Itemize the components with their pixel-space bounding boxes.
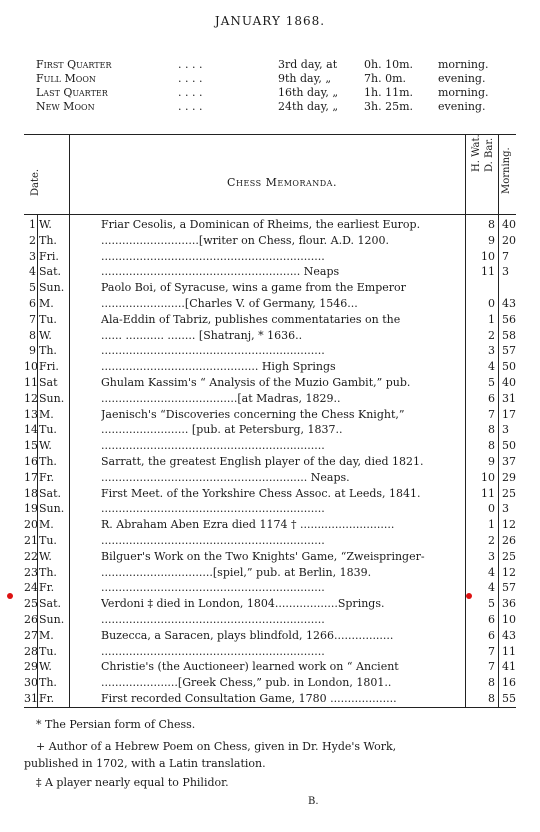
row-memorandum: ................................................................ — [101, 502, 325, 516]
table-bottom-rule — [24, 707, 516, 708]
moon-phase-time: 7h. 0m. — [364, 72, 407, 85]
row-weekday: W. — [39, 660, 52, 674]
row-hour: 8 — [488, 423, 495, 437]
table-row — [24, 469, 516, 485]
row-date: 15 — [24, 439, 38, 453]
row-date: 19 — [24, 502, 38, 516]
row-hour: 9 — [488, 455, 495, 468]
footnote-hebrew-line1: + Author of a Hebrew Poem on Chess, given in Dr. Hyde's Work, — [36, 740, 397, 753]
row-weekday: Sun. — [39, 391, 65, 405]
row-memorandum: Bilguer's Work on the Two Knights' Game, “Zweispringer- — [101, 549, 425, 563]
row-minute: 43 — [502, 297, 516, 310]
row-hour: 4 — [488, 565, 495, 579]
table-row — [24, 406, 516, 422]
row-memorandum: ................................[spiel,” pub. at Berlin, 1839. — [101, 565, 372, 579]
row-memorandum: ........................[Charles V. of Germany, 1546... — [101, 297, 358, 310]
row-hour: 8 — [488, 439, 495, 453]
table-row — [24, 595, 516, 611]
row-hour: 4 — [488, 581, 495, 595]
row-hour: 1 — [488, 312, 495, 326]
row-memorandum: First recorded Consultation Game, 1780 ................... — [101, 692, 397, 705]
table-row — [24, 358, 516, 374]
row-minute: 57 — [502, 344, 516, 358]
table-row — [24, 658, 516, 674]
row-hour: 8 — [488, 218, 495, 231]
row-date: 13 — [24, 407, 38, 421]
row-hour: 5 — [488, 597, 495, 611]
row-memorandum: ......................[Greek Chess,” pub. in London, 1801.. — [101, 676, 392, 690]
table-row — [24, 579, 516, 595]
row-minute: 25 — [502, 486, 516, 500]
date-header: Date. — [30, 168, 41, 196]
row-date: 26 — [24, 613, 38, 626]
row-memorandum: Jaenisch's “Discoveries concerning the Chess Knight,” — [101, 407, 405, 421]
row-date: 17 — [24, 470, 38, 484]
table-row — [24, 564, 516, 580]
row-date: 8 — [29, 328, 36, 342]
moon-phase-ampm: evening. — [438, 100, 486, 113]
moon-phase-row — [36, 86, 506, 99]
row-hour: 0 — [488, 297, 495, 310]
row-minute: 40 — [502, 218, 516, 231]
row-hour: 3 — [488, 344, 495, 358]
row-memorandum: ................................................................ — [101, 613, 325, 626]
row-weekday: Fr. — [39, 692, 55, 705]
row-hour: 7 — [488, 660, 495, 674]
row-hour: 8 — [488, 676, 495, 690]
table-row — [24, 516, 516, 532]
row-memorandum: Ala-Eddin of Tabriz, publishes commentataries on the — [101, 312, 401, 326]
row-memorandum: ................................................................ — [101, 344, 325, 358]
row-hour: 7 — [488, 644, 495, 658]
morning-header: Morning. — [501, 147, 512, 194]
row-date: 2 — [29, 233, 36, 247]
row-weekday: M. — [39, 518, 54, 532]
row-date: 25 — [24, 597, 38, 611]
hwat-header: H. Wat. — [471, 134, 482, 172]
table-row — [24, 342, 516, 358]
row-date: 16 — [24, 455, 38, 468]
row-date: 12 — [24, 391, 38, 405]
moon-phase-ampm: evening. — [438, 72, 486, 85]
row-hour: 5 — [488, 376, 495, 389]
row-hour: 1 — [488, 518, 495, 532]
row-minute: 12 — [502, 565, 516, 579]
signature-mark: B. — [308, 796, 319, 807]
table-row — [24, 437, 516, 453]
row-hour: 6 — [488, 613, 495, 626]
row-date: 21 — [24, 534, 38, 547]
row-date: 22 — [24, 549, 38, 563]
row-date: 27 — [24, 628, 38, 642]
row-minute: 40 — [502, 376, 516, 389]
table-row — [24, 453, 516, 469]
row-minute: 3 — [502, 423, 509, 437]
row-weekday: M. — [39, 297, 54, 310]
moon-phase-ampm: morning. — [438, 58, 489, 71]
row-memorandum: First Meet. of the Yorkshire Chess Assoc. at Leeds, 1841. — [101, 486, 421, 500]
table-row — [24, 674, 516, 690]
table-row — [24, 327, 516, 343]
row-minute: 3 — [502, 265, 509, 279]
moon-phase-time: 0h. 10m. — [364, 58, 414, 71]
moon-phase-time: 3h. 25m. — [364, 100, 414, 113]
row-hour: 10 — [481, 249, 495, 263]
row-weekday: Fri. — [39, 249, 59, 263]
row-minute: 56 — [502, 312, 516, 326]
row-minute: 29 — [502, 470, 516, 484]
table-row — [24, 611, 516, 627]
row-weekday: W. — [39, 439, 52, 453]
table-row — [24, 485, 516, 501]
moon-phase-dots: . . . . — [178, 100, 203, 113]
row-date: 23 — [24, 565, 38, 579]
row-memorandum: ................................................................ — [101, 534, 325, 547]
moon-phase-time: 1h. 11m. — [364, 86, 414, 99]
footnote-persian: * The Persian form of Chess. — [36, 718, 196, 731]
row-hour: 11 — [481, 486, 495, 500]
row-memorandum: ...... ........... ........ [Shatranj, * 1636.. — [101, 328, 303, 342]
table-row — [24, 643, 516, 659]
row-hour: 2 — [488, 534, 495, 547]
right-margin-red-dot — [466, 593, 472, 599]
moon-phase-name: New Moon — [36, 100, 95, 113]
row-memorandum: ........................................................... Neaps. — [101, 470, 350, 484]
row-memorandum: Verdoni ‡ died in London, 1804..................Springs. — [101, 597, 385, 611]
moon-phase-day: 3rd day, at — [278, 58, 338, 71]
row-date: 24 — [24, 581, 38, 595]
row-minute: 31 — [502, 391, 516, 405]
row-date: 6 — [29, 297, 36, 310]
row-minute: 36 — [502, 597, 516, 611]
row-minute: 10 — [502, 613, 516, 626]
row-date: 5 — [29, 281, 36, 295]
row-minute: 55 — [502, 692, 516, 705]
table-top-rule — [24, 134, 516, 135]
row-minute: 7 — [502, 249, 509, 263]
row-memorandum: ............................................. High Springs — [101, 360, 336, 374]
row-memorandum: ................................................................ — [101, 644, 325, 658]
row-hour: 10 — [481, 470, 495, 484]
row-hour: 4 — [488, 360, 495, 374]
table-row — [24, 295, 516, 311]
row-weekday: Tu. — [39, 644, 57, 658]
row-minute: 58 — [502, 328, 516, 342]
row-hour: 7 — [488, 407, 495, 421]
row-weekday: Tu. — [39, 534, 57, 547]
row-date: 9 — [29, 344, 36, 358]
row-weekday: Sat. — [39, 486, 62, 500]
table-row — [24, 232, 516, 248]
row-weekday: Th. — [39, 344, 57, 358]
row-minute: 11 — [502, 644, 516, 658]
moon-phase-name: Last Quarter — [36, 86, 108, 99]
moon-phase-ampm: morning. — [438, 86, 489, 99]
row-minute: 17 — [502, 407, 516, 421]
row-date: 18 — [24, 486, 38, 500]
row-weekday: W. — [39, 549, 52, 563]
moon-phase-row — [36, 58, 506, 71]
moon-phase-day: 24th day, „ — [278, 100, 339, 113]
row-weekday: M. — [39, 628, 54, 642]
row-date: 3 — [29, 249, 36, 263]
row-date: 20 — [24, 518, 38, 532]
row-date: 4 — [29, 265, 36, 279]
row-minute: 25 — [502, 549, 516, 563]
row-memorandum: Friar Cesolis, a Dominican of Rheims, the earliest Europ. — [101, 218, 421, 231]
table-row — [24, 532, 516, 548]
row-date: 30 — [24, 676, 38, 690]
row-date: 28 — [24, 644, 38, 658]
row-minute: 37 — [502, 455, 516, 468]
table-row — [24, 248, 516, 264]
row-date: 7 — [29, 312, 36, 326]
table-row — [24, 690, 516, 706]
row-weekday: Th. — [39, 455, 57, 468]
moon-phase-name: Full Moon — [36, 72, 96, 85]
row-weekday: Th. — [39, 565, 57, 579]
row-hour: 0 — [488, 502, 495, 516]
row-date: 29 — [24, 660, 38, 674]
row-weekday: Sun. — [39, 613, 65, 626]
row-weekday: Sat — [39, 376, 58, 389]
row-memorandum: ................................................................ — [101, 581, 325, 595]
row-hour: 3 — [488, 549, 495, 563]
row-hour: 6 — [488, 628, 495, 642]
row-memorandum: ......................................................... Neaps — [101, 265, 340, 279]
row-date: 11 — [24, 376, 38, 389]
row-memorandum: ................................................................ — [101, 249, 325, 263]
row-weekday: Sat. — [39, 265, 62, 279]
row-weekday: Th. — [39, 676, 57, 690]
row-hour: 6 — [488, 391, 495, 405]
row-weekday: Sat. — [39, 597, 62, 611]
table-row — [24, 548, 516, 564]
moon-phase-day: 16th day, „ — [278, 86, 339, 99]
row-weekday: Fri. — [39, 360, 59, 374]
moon-phase-dots: . . . . — [178, 86, 203, 99]
row-date: 31 — [24, 692, 38, 705]
row-weekday: Tu. — [39, 312, 57, 326]
moon-phase-name: First Quarter — [36, 58, 112, 71]
row-minute: 3 — [502, 502, 509, 516]
table-row — [24, 279, 516, 295]
row-memorandum: Buzecca, a Saracen, plays blindfold, 1266................. — [101, 628, 394, 642]
table-row — [24, 627, 516, 643]
row-minute: 26 — [502, 534, 516, 547]
table-row — [24, 500, 516, 516]
table-row — [24, 216, 516, 232]
row-weekday: Fr. — [39, 470, 55, 484]
footnote-philidor: ‡ A player nearly equal to Philidor. — [36, 776, 229, 789]
row-memorandum: Ghulam Kassim's “ Analysis of the Muzio Gambit,” pub. — [101, 376, 411, 389]
row-weekday: Th. — [39, 233, 57, 247]
moon-phase-day: 9th day, „ — [278, 72, 332, 85]
page-title: JANUARY 1868. — [214, 14, 326, 28]
row-date: 1 — [29, 218, 36, 231]
row-weekday: Fr. — [39, 581, 55, 595]
left-margin-red-dot — [7, 593, 13, 599]
table-row — [24, 263, 516, 279]
row-memorandum: ............................[writer on Chess, flour. A.D. 1200. — [101, 233, 390, 247]
row-weekday: W. — [39, 218, 52, 231]
row-minute: 50 — [502, 360, 516, 374]
row-memorandum: ................................................................ — [101, 439, 325, 453]
row-minute: 50 — [502, 439, 516, 453]
moon-phase-dots: . . . . — [178, 58, 203, 71]
table-header-rule — [24, 214, 516, 215]
row-minute: 57 — [502, 581, 516, 595]
row-memorandum: Christie's (the Auctioneer) learned work on “ Ancient — [101, 660, 399, 674]
row-hour: 11 — [481, 265, 495, 279]
moon-phase-dots: . . . . — [178, 72, 203, 85]
moon-phase-row — [36, 100, 506, 113]
row-weekday: M. — [39, 407, 54, 421]
row-hour: 2 — [488, 328, 495, 342]
row-minute: 43 — [502, 628, 516, 642]
row-date: 14 — [24, 423, 38, 437]
memo-header: Chess Memoranda. — [227, 176, 337, 189]
row-memorandum: Paolo Boi, of Syracuse, wins a game from the Emperor — [101, 281, 406, 295]
row-weekday: Sun. — [39, 281, 65, 295]
row-memorandum: Sarratt, the greatest English player of the day, died 1821. — [101, 455, 424, 468]
table-row — [24, 374, 516, 390]
row-minute: 16 — [502, 676, 516, 690]
row-memorandum: R. Abraham Aben Ezra died 1174 † ........................... — [101, 518, 395, 532]
footnote-hebrew-line2: published in 1702, with a Latin translation. — [24, 757, 266, 770]
row-memorandum: .......................................[at Madras, 1829.. — [101, 391, 341, 405]
row-hour: 9 — [488, 233, 495, 247]
row-minute: 12 — [502, 518, 516, 532]
moon-phase-row — [36, 72, 506, 85]
row-memorandum: ......................... [pub. at Petersburg, 1837.. — [101, 423, 343, 437]
row-minute: 41 — [502, 660, 516, 674]
dbar-header: D. Bar. — [484, 137, 495, 172]
table-row — [24, 421, 516, 437]
row-weekday: W. — [39, 328, 52, 342]
row-minute: 20 — [502, 233, 516, 247]
row-date: 10 — [24, 360, 38, 374]
table-row — [24, 311, 516, 327]
row-hour: 8 — [488, 692, 495, 705]
row-weekday: Tu. — [39, 423, 57, 437]
table-row — [24, 390, 516, 406]
row-weekday: Sun. — [39, 502, 65, 516]
